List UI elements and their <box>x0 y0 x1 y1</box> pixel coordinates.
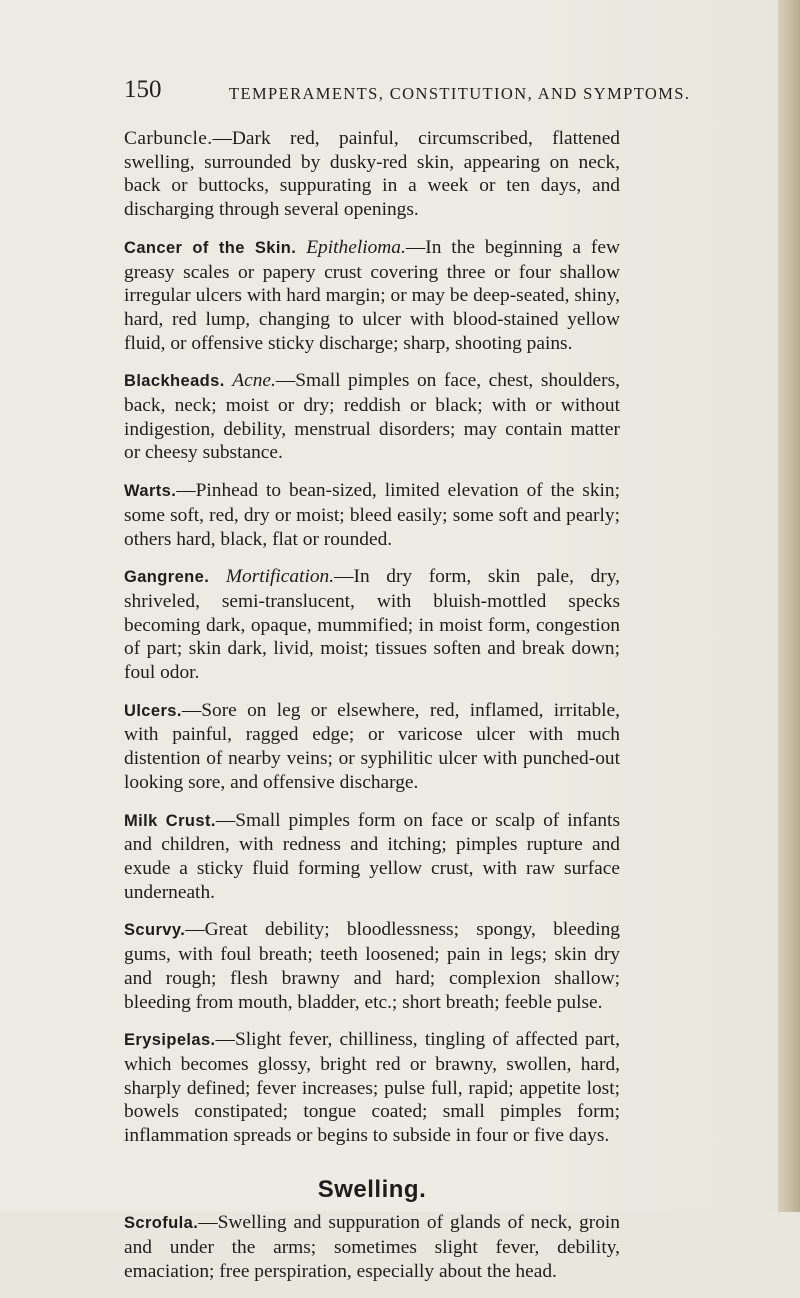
entry-text: —Small pimples form on face or scalp of infants and children, with redness and itching; pimples rupture and exude a sticky fluid forming yellow crust, with raw surface underneath. <box>124 809 620 903</box>
entry-text: —Pinhead to bean-sized, limited elevation of the skin; some soft, red, dry or moist; bleed easily; some soft and pearly; others hard, black, flat or rounded. <box>124 480 620 550</box>
entry-term: Gangrene. <box>124 568 210 587</box>
entry-text: —In the beginning a few greasy scales or papery crust covering three or four shallow irregular ulcers with hard margin; or may be deep-seated, shiny, hard, red lump, changing to ulcer with blood-stained yellow fluid, or offensive sticky discharge; sharp, shooting pains. <box>124 236 620 354</box>
entry-term: Carbuncle. <box>124 128 213 149</box>
page-number: 150 <box>124 76 162 103</box>
entry-ulcers <box>124 699 620 795</box>
entry-term: Ulcers. <box>124 701 182 720</box>
entry-text: —Dark red, painful, circumscribed, flattened swelling, surrounded by dusky-red skin, appearing on neck, back or buttocks, suppurating in a week or ten days, and discharging through several openings. <box>124 128 620 221</box>
page-body <box>124 127 620 1298</box>
entry-latin-name: Acne. <box>232 370 276 392</box>
entry-gangrene <box>124 565 620 685</box>
entry-text: —Swelling and suppuration of glands of neck, groin and under the arms; sometimes slight fever, debility, emaciation; free perspiration, especially about the head. <box>124 1212 620 1282</box>
entry-erysipelas <box>124 1028 620 1148</box>
running-head: TEMPERAMENTS, CONSTITUTION, AND SYMPTOMS. <box>229 84 691 103</box>
entry-term: Erysipelas. <box>124 1031 216 1050</box>
entry-term: Milk Crust. <box>124 811 216 830</box>
entry-term: Warts. <box>124 482 177 501</box>
page-edge-shadow <box>778 0 800 1212</box>
entry-term: Scrofula. <box>124 1214 199 1233</box>
entry-term: Scurvy. <box>124 921 186 940</box>
entry-carbuncle <box>124 127 620 222</box>
entry-text: —Slight fever, chilliness, tingling of affected part, which becomes glossy, bright red or brawny, swollen, hard, sharply defined; fever increases; pulse full, rapid; appetite lost; bowels constipated; tongue coated; small pimples form; inflammation spreads or begins to subside in four or five days. <box>124 1029 620 1147</box>
section-heading-swelling: Swelling. <box>317 1175 427 1203</box>
entry-term: Cancer of the Skin. <box>124 238 297 257</box>
entry-milk-crust <box>124 809 620 905</box>
entry-text: —In dry form, skin pale, dry, shriveled, semi-translucent, with bluish-mottled specks becoming dark, opaque, mummified; in moist form, congestion of part; skin dark, livid, moist; tissues soften and break down; foul odor. <box>124 566 620 684</box>
entry-latin-name: Epithelioma. <box>306 236 406 258</box>
entry-term: Blackheads. <box>124 372 225 391</box>
entry-text: —Great debility; bloodlessness; spongy, bleeding gums, with foul breath; teeth loosened; pain in legs; skin dry and rough; flesh brawny and hard; complexion shallow; bleeding from mouth, bladder, etc.; short breath; feeble pulse. <box>124 919 620 1013</box>
entry-text: —Small pimples on face, chest, shoulders, back, neck; moist or dry; reddish or black; with or without indigestion, debility, menstrual disorders; may contain matter or cheesy substance. <box>124 370 620 464</box>
entry-cancer-of-the-skin <box>124 236 620 356</box>
entry-latin-name: Mortification. <box>225 566 335 588</box>
entry-text: —Sore on leg or elsewhere, red, inflamed, irritable, with painful, ragged edge; or varicose ulcer with much distention of nearby veins; or syphilitic ulcer with punched-out looking sore, and offensive discharge. <box>124 699 620 793</box>
entry-blackheads <box>124 369 620 465</box>
entry-scrofula <box>124 1211 620 1283</box>
entry-scurvy <box>124 918 620 1014</box>
page-header <box>124 76 744 116</box>
entry-warts <box>124 479 620 551</box>
